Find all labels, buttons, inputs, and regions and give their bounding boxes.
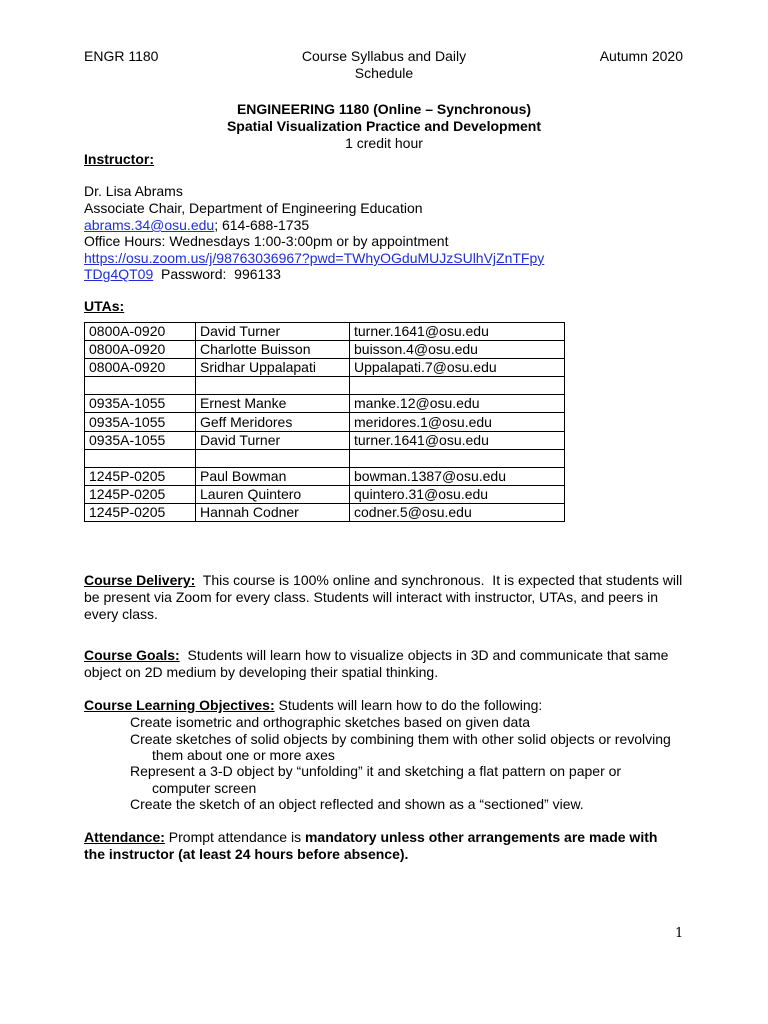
instructor-email-link[interactable]: abrams.34@osu.edu bbox=[84, 217, 215, 233]
uta-email bbox=[350, 377, 565, 395]
uta-name: David Turner bbox=[196, 431, 350, 449]
attendance-text: Prompt attendance is bbox=[164, 829, 305, 845]
objective-item: Create the sketch of an object reflected and shown as a “sectioned” view. bbox=[130, 796, 584, 812]
header-term: Autumn 2020 bbox=[599, 48, 683, 64]
uta-email: manke.12@osu.edu bbox=[350, 395, 565, 413]
attendance-label: Attendance: bbox=[84, 829, 165, 845]
instructor-heading: Instructor: bbox=[84, 151, 154, 167]
course-delivery bbox=[84, 572, 687, 623]
uta-email: codner.5@osu.edu bbox=[350, 503, 565, 521]
uta-name bbox=[196, 449, 350, 467]
utas-heading: UTAs: bbox=[84, 298, 125, 314]
course-delivery-text: This course is 100% online and synchronous. It is expected that students will be present via Zoom for every class. Students will interact with instructor, UTAs, and peers in every class. bbox=[84, 572, 687, 622]
table-row bbox=[85, 377, 565, 395]
header-course-code: ENGR 1180 bbox=[84, 48, 159, 64]
uta-name: Ernest Manke bbox=[196, 395, 350, 413]
uta-time: 0935A-1055 bbox=[85, 431, 196, 449]
uta-name: Hannah Codner bbox=[196, 503, 350, 521]
uta-time: 1245P-0205 bbox=[85, 485, 196, 503]
course-goals-label: Course Goals: bbox=[84, 647, 180, 663]
course-goals bbox=[84, 647, 684, 681]
zoom-link[interactable]: https://osu.zoom.us/j/98763036967?pwd=TWhyOGduMUJzSUlhVjZnTFpy bbox=[84, 250, 545, 266]
objectives-intro: Students will learn how to do the following: bbox=[274, 697, 543, 713]
uta-name: Sridhar Uppalapati bbox=[196, 359, 350, 377]
uta-email bbox=[350, 449, 565, 467]
table-row bbox=[85, 431, 565, 449]
table-row bbox=[85, 359, 565, 377]
course-subtitle: Spatial Visualization Practice and Development bbox=[226, 118, 542, 134]
attendance-bold-text: mandatory unless other arrangements are made with bbox=[304, 829, 658, 845]
objective-item: Create sketches of solid objects by combining them with other solid objects or revolving bbox=[130, 731, 671, 747]
objective-item: Represent a 3-D object by “unfolding” it and sketching a flat pattern on paper or bbox=[130, 763, 622, 779]
uta-name: David Turner bbox=[196, 323, 350, 341]
instructor-name: Dr. Lisa Abrams bbox=[84, 183, 183, 199]
office-hours: Office Hours: Wednesdays 1:00-3:00pm or by appointment bbox=[84, 233, 449, 249]
uta-name: Charlotte Buisson bbox=[196, 341, 350, 359]
uta-time: 1245P-0205 bbox=[85, 503, 196, 521]
uta-name: Paul Bowman bbox=[196, 467, 350, 485]
utas-table bbox=[84, 322, 565, 522]
header-doc-title-line1: Course Syllabus and Daily bbox=[301, 48, 467, 64]
table-row bbox=[85, 449, 565, 467]
uta-email: turner.1641@osu.edu bbox=[350, 431, 565, 449]
uta-email: buisson.4@osu.edu bbox=[350, 341, 565, 359]
zoom-link-line1 bbox=[84, 250, 544, 267]
attendance bbox=[84, 829, 684, 846]
uta-email: quintero.31@osu.edu bbox=[350, 485, 565, 503]
instructor-position: Associate Chair, Department of Engineering Education bbox=[84, 200, 423, 216]
course-delivery-label: Course Delivery: bbox=[84, 572, 196, 588]
uta-time: 0935A-1055 bbox=[85, 413, 196, 431]
zoom-link-continued[interactable]: TDg4QT09 bbox=[84, 266, 154, 282]
uta-time bbox=[85, 377, 196, 395]
table-row bbox=[85, 395, 565, 413]
uta-email: bowman.1387@osu.edu bbox=[350, 467, 565, 485]
table-row bbox=[85, 467, 565, 485]
uta-time: 0800A-0920 bbox=[85, 341, 196, 359]
uta-time: 0800A-0920 bbox=[85, 323, 196, 341]
zoom-password: Password: 996133 bbox=[153, 266, 281, 282]
attendance-bold-text-continued: the instructor (at least 24 hours before absence). bbox=[84, 846, 409, 862]
instructor-contact bbox=[84, 217, 309, 234]
uta-name: Geff Meridores bbox=[196, 413, 350, 431]
objective-item: Create isometric and orthographic sketches based on given data bbox=[130, 714, 531, 730]
objective-item-continued: computer screen bbox=[152, 780, 257, 796]
course-goals-text: Students will learn how to visualize objects in 3D and communicate that same object on 2D medium by developing their spatial thinking. bbox=[84, 647, 673, 680]
uta-email: meridores.1@osu.edu bbox=[350, 413, 565, 431]
uta-time: 1245P-0205 bbox=[85, 467, 196, 485]
uta-email: Uppalapati.7@osu.edu bbox=[350, 359, 565, 377]
uta-time: 0800A-0920 bbox=[85, 359, 196, 377]
uta-time: 0935A-1055 bbox=[85, 395, 196, 413]
instructor-phone: ; 614-688-1735 bbox=[214, 217, 310, 233]
header-doc-title-line2: Schedule bbox=[354, 65, 414, 81]
table-row bbox=[85, 485, 565, 503]
course-title: ENGINEERING 1180 (Online – Synchronous) bbox=[236, 101, 532, 117]
objective-item-continued: them about one or more axes bbox=[152, 747, 335, 763]
header-doc-title bbox=[284, 48, 484, 82]
uta-name: Lauren Quintero bbox=[196, 485, 350, 503]
credit-hours: 1 credit hour bbox=[345, 135, 423, 151]
zoom-link-line2 bbox=[84, 266, 281, 283]
table-row bbox=[85, 503, 565, 521]
table-row bbox=[85, 341, 565, 359]
objectives-heading-line bbox=[84, 697, 684, 714]
page-number: 1 bbox=[675, 926, 684, 941]
objectives-label: Course Learning Objectives: bbox=[84, 697, 275, 713]
uta-time bbox=[85, 449, 196, 467]
table-row bbox=[85, 413, 565, 431]
uta-email: turner.1641@osu.edu bbox=[350, 323, 565, 341]
uta-name bbox=[196, 377, 350, 395]
table-row bbox=[85, 323, 565, 341]
